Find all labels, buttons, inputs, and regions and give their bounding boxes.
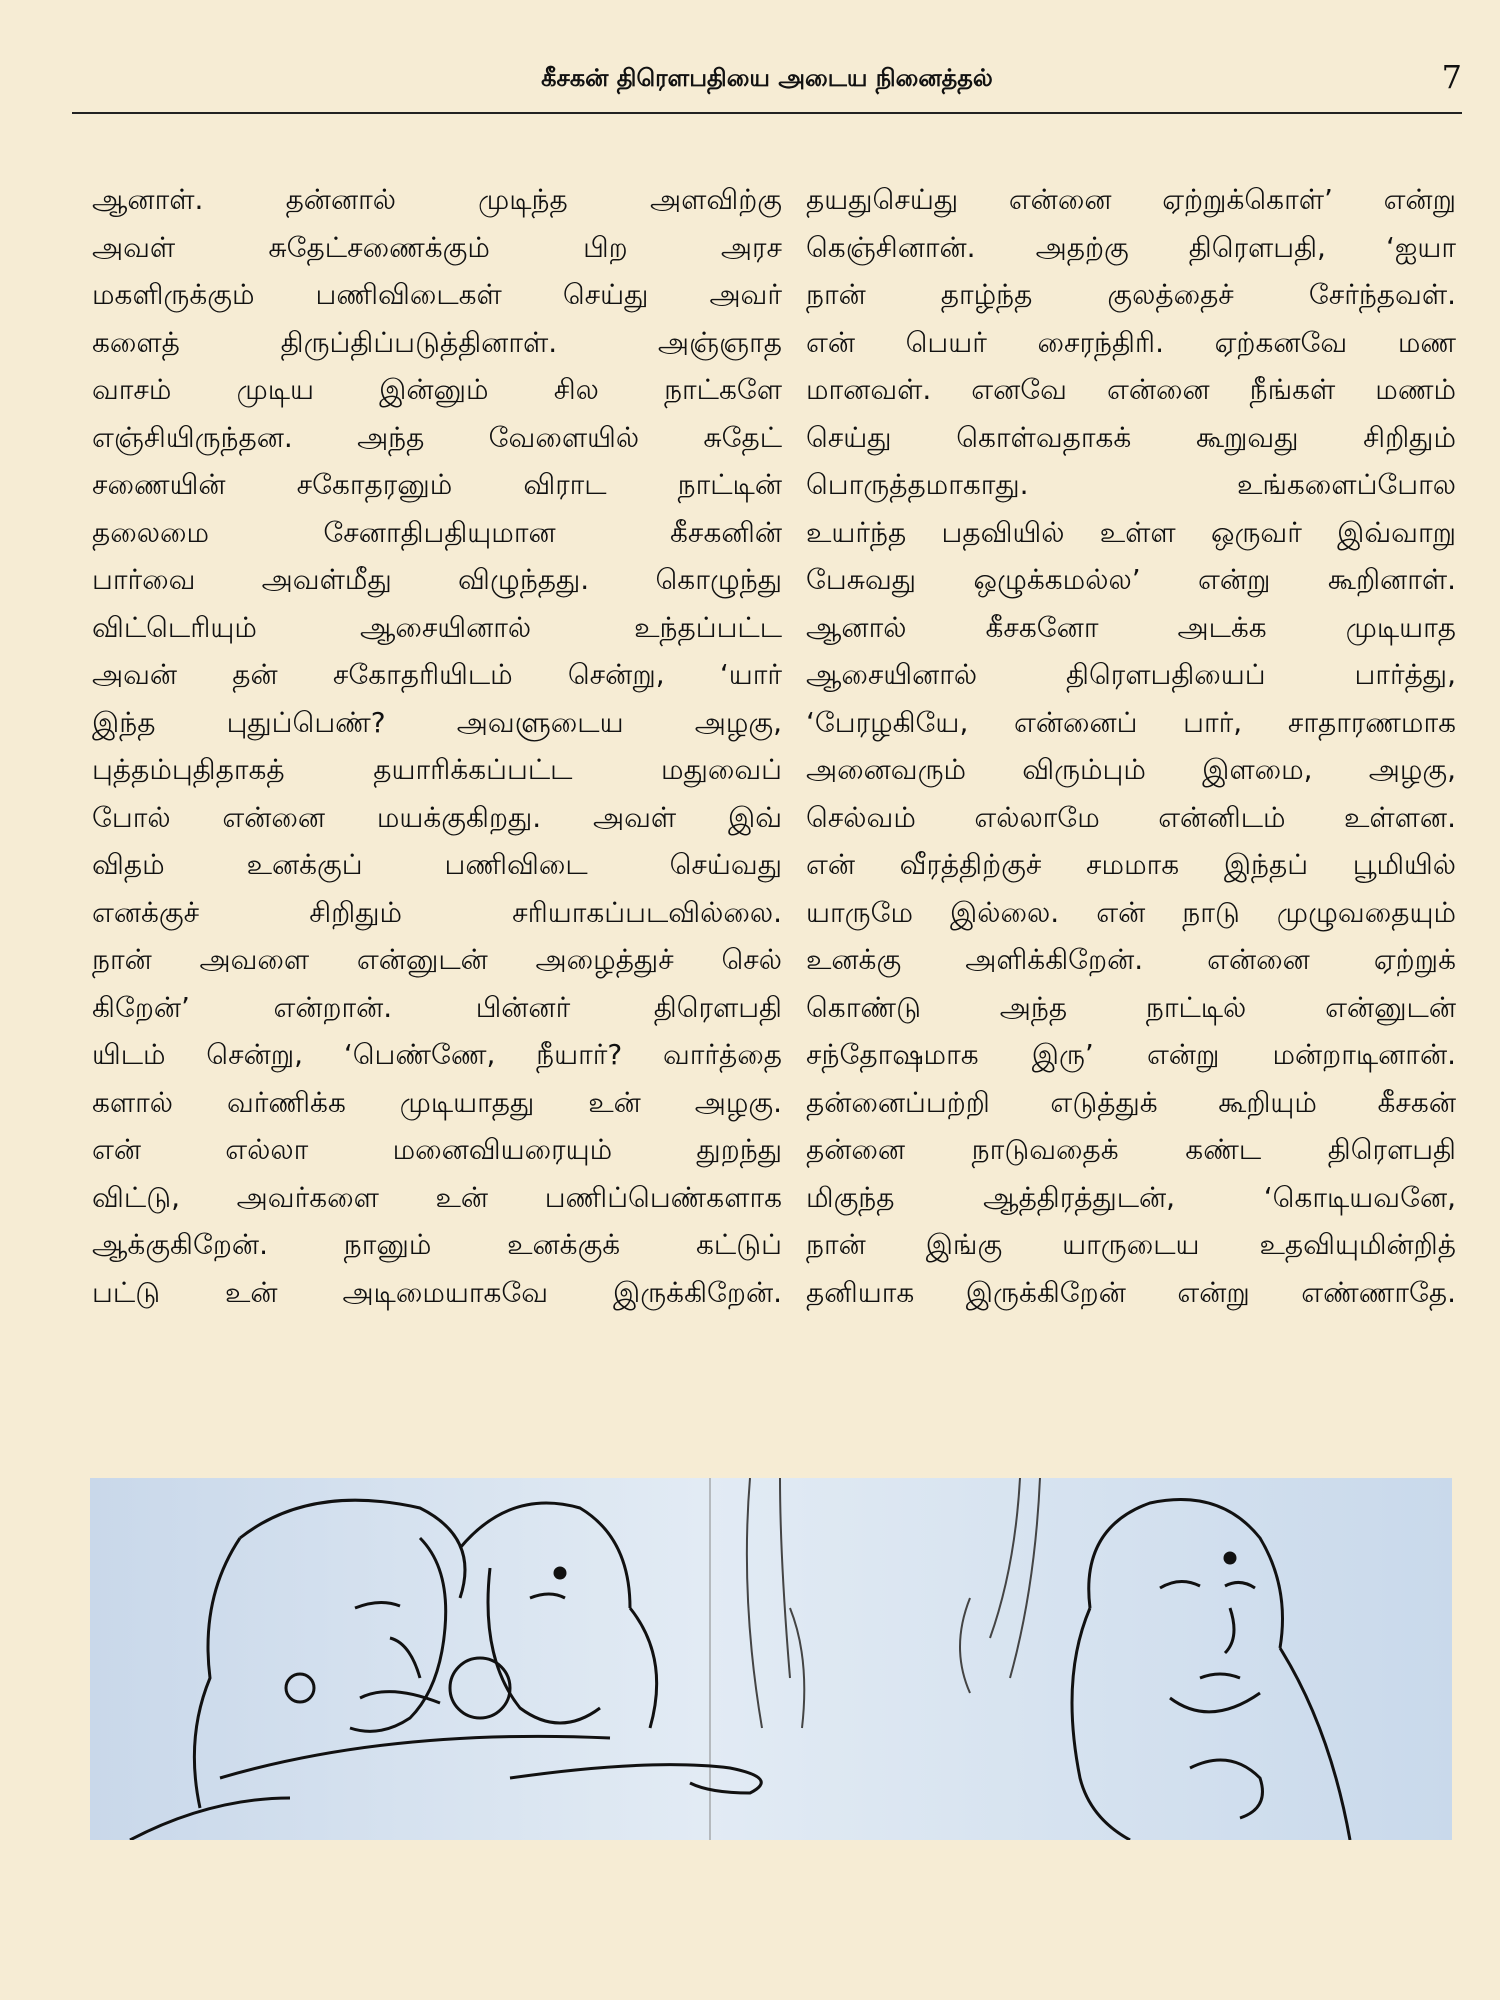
text-line: விட்டு, அவர்களை உன் பணிப்பெண்களாக xyxy=(92,1180,782,1214)
text-line: என் பெயர் சைரந்திரி. ஏற்கனவே மண xyxy=(806,325,1456,359)
text-line: பேசுவது ஒழுக்கமல்ல’ என்று கூறினாள். xyxy=(806,563,1456,596)
text-line: கெஞ்சினான். அதற்கு திரௌபதி, ‘ஐயா xyxy=(806,230,1456,264)
text-line: பார்வை அவள்மீது விழுந்தது. கொழுந்து xyxy=(92,563,782,596)
text-line: நான் தாழ்ந்த குலத்தைச் சேர்ந்தவள். xyxy=(806,278,1456,311)
text-line: செல்வம் எல்லாமே என்னிடம் உள்ளன. xyxy=(806,800,1456,834)
text-line: என் வீரத்திற்குச் சமமாக இந்தப் பூமியில் xyxy=(806,848,1456,881)
line-drawing-figures xyxy=(90,1478,1452,1840)
text-line: புத்தம்புதிதாகத் தயாரிக்கப்பட்ட மதுவைப் xyxy=(92,753,782,786)
text-line: யிடம் சென்று, ‘பெண்ணே, நீயார்? வார்த்தை xyxy=(92,1038,782,1071)
text-line: இந்த புதுப்பெண்? அவளுடைய அழகு, xyxy=(92,705,782,739)
text-line: ஆசையினால் திரௌபதியைப் பார்த்து, xyxy=(806,658,1456,691)
text-line: தலைமை சேனாதிபதியுமான கீசகனின் xyxy=(92,515,782,549)
text-line: ஆனாள். தன்னால் முடிந்த அளவிற்கு xyxy=(92,183,782,216)
text-line: அவள் சுதேட்சணைக்கும் பிற அரச xyxy=(92,230,782,264)
text-line: தன்னை நாடுவதைக் கண்ட திரௌபதி xyxy=(806,1133,1456,1166)
page-number: 7 xyxy=(1441,58,1462,96)
text-line: தயதுசெய்து என்னை ஏற்றுக்கொள்’ என்று xyxy=(806,183,1456,216)
text-line: போல் என்னை மயக்குகிறது. அவள் இவ் xyxy=(92,800,782,834)
text-line: அவன் தன் சகோதரியிடம் சென்று, ‘யார் xyxy=(92,658,782,691)
text-line: ‘பேரழகியே, என்னைப் பார், சாதாரணமாக xyxy=(806,705,1456,739)
text-line: பட்டு உன் அடிமையாகவே இருக்கிறேன். xyxy=(92,1275,782,1309)
text-line: களைத் திருப்திப்படுத்தினாள். அஞ்ஞாத xyxy=(92,325,782,359)
text-line: உனக்கு அளிக்கிறேன். என்னை ஏற்றுக் xyxy=(806,943,1456,976)
text-line: வாசம் முடிய இன்னும் சில நாட்களே xyxy=(92,373,782,406)
woman-figure-center xyxy=(450,1503,761,1793)
text-line: மிகுந்த ஆத்திரத்துடன், ‘கொடியவனே, xyxy=(806,1180,1456,1214)
text-line: யாருமே இல்லை. என் நாடு முழுவதையும் xyxy=(806,895,1456,929)
text-line: எஞ்சியிருந்தன. அந்த வேளையில் சுதேட் xyxy=(92,420,782,454)
story-illustration xyxy=(90,1478,1452,1840)
text-line: நான் இங்கு யாருடைய உதவியுமின்றித் xyxy=(806,1228,1456,1261)
text-line: கிறேன்’ என்றான். பின்னர் திரௌபதி xyxy=(92,990,782,1024)
text-line: அனைவரும் விரும்பும் இளமை, அழகு, xyxy=(806,753,1456,786)
text-line: தன்னைப்பற்றி எடுத்துக் கூறியும் கீசகன் xyxy=(806,1085,1456,1119)
text-line: ஆனால் கீசகனோ அடக்க முடியாத xyxy=(806,610,1456,644)
text-line: மானவள். எனவே என்னை நீங்கள் மணம் xyxy=(806,373,1456,406)
text-line: ஆக்குகிறேன். நானும் உனக்குக் கட்டுப் xyxy=(92,1228,782,1261)
right-text-column xyxy=(806,176,1456,1316)
text-line: கொண்டு அந்த நாட்டில் என்னுடன் xyxy=(806,990,1456,1024)
text-line: பொருத்தமாகாது. உங்களைப்போல xyxy=(806,468,1456,501)
text-line: என் எல்லா மனைவியரையும் துறந்து xyxy=(92,1133,782,1166)
text-line: களால் வர்ணிக்க முடியாதது உன் அழகு. xyxy=(92,1085,782,1119)
chapter-title: கீசகன் திரௌபதியை அடைய நினைத்தல் xyxy=(541,64,993,92)
text-line: எனக்குச் சிறிதும் சரியாகப்படவில்லை. xyxy=(92,895,782,929)
man-figure xyxy=(130,1500,610,1840)
text-line: மகளிருக்கும் பணிவிடைகள் செய்து அவர் xyxy=(92,278,782,311)
text-line: சந்தோஷமாக இரு’ என்று மன்றாடினான். xyxy=(806,1038,1456,1071)
left-text-column xyxy=(92,176,782,1316)
text-line: சணையின் சகோதரனும் விராட நாட்டின் xyxy=(92,468,782,501)
text-line: நான் அவளை என்னுடன் அழைத்துச் செல் xyxy=(92,943,782,976)
text-line: விட்டெரியும் ஆசையினால் உந்தப்பட்ட xyxy=(92,610,782,644)
text-line: உயர்ந்த பதவியில் உள்ள ஒருவர் இவ்வாறு xyxy=(806,515,1456,549)
running-header xyxy=(72,56,1462,114)
woman-figure-right xyxy=(1072,1500,1350,1840)
text-line: விதம் உனக்குப் பணிவிடை செய்வது xyxy=(92,848,782,881)
text-line: தனியாக இருக்கிறேன் என்று எண்ணாதே. xyxy=(806,1275,1456,1309)
text-line: செய்து கொள்வதாகக் கூறுவது சிறிதும் xyxy=(806,420,1456,454)
